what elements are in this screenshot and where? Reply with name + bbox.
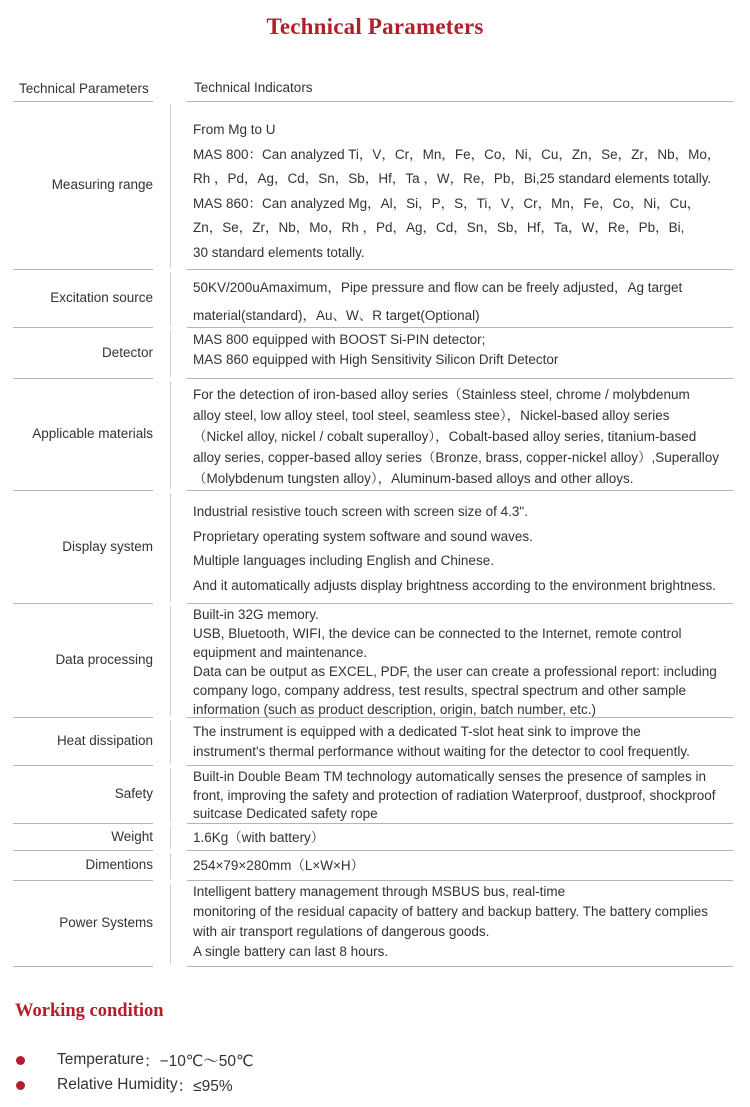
column-divider <box>170 768 171 822</box>
bullet-icon <box>16 1081 25 1090</box>
condition-item <box>16 1049 253 1071</box>
value-line: Data can be output as EXCEL, PDF, the user can create a professional report: including <box>193 664 717 679</box>
row-label: Dimentions <box>85 857 153 873</box>
row-label: Safety <box>114 786 153 802</box>
value-line: 254×79×280mm（L×W×H） <box>193 858 365 873</box>
column-divider <box>170 330 171 377</box>
value-line: MAS 860：Can analyzed Mg，Al，Si，P，S，Ti，V，Cr，Mn，Fe，Co，Ni，Cu， <box>193 195 701 211</box>
row-rule-right <box>187 765 733 766</box>
value-line: MAS 800：Can analyzed Ti，V，Cr，Mn，Fe，Co，Ni，Cu，Zn，Se，Zr，Nb，Mo， <box>193 146 721 162</box>
value-line: And it automatically adjusts display brightness according to the environment brightness. <box>193 577 717 593</box>
row-label: Applicable materials <box>32 426 153 442</box>
value-line: Multiple languages including English and Chinese. <box>193 553 494 568</box>
header-indicators: Technical Indicators <box>194 80 313 95</box>
value-line: 1.6Kg（with battery） <box>193 830 325 845</box>
column-divider <box>170 883 171 965</box>
value-line: MAS 800 equipped with BOOST Si-PIN detector; <box>193 332 486 347</box>
row-value <box>193 274 743 330</box>
value-line: For the detection of iron-based alloy series（Stainless steel, chrome / molybdenum <box>193 387 690 402</box>
row-rule-right <box>187 327 733 328</box>
condition-value: ：−10℃～50℃ <box>144 1053 254 1070</box>
value-line: Proprietary operating system software and sound waves. <box>193 528 533 544</box>
value-line: alloy series, copper-based alloy series（Bronze, brass, copper-nickel alloy）,Superalloy <box>193 450 719 465</box>
column-divider <box>170 493 171 602</box>
value-line: equipment and maintenance. <box>193 645 368 660</box>
row-value <box>193 500 743 598</box>
row-label: Power Systems <box>59 915 153 931</box>
row-label: Excitation source <box>50 290 153 306</box>
value-line: information (such as product description, origin, batch number, etc.) <box>193 702 596 717</box>
bullet-icon <box>16 1056 25 1065</box>
value-line: company logo, company address, test results, spectral spectrum and other sample <box>193 683 686 698</box>
value-line: 50KV/200uAmaximum，Pipe pressure and flow can be freely adjusted，Ag target <box>193 280 683 295</box>
header-rule-right <box>187 101 733 102</box>
column-divider <box>170 606 171 716</box>
column-divider <box>170 826 171 849</box>
row-value <box>193 882 743 962</box>
working-condition-title: Working condition <box>15 1001 164 1021</box>
condition-item <box>16 1074 233 1096</box>
value-line: （Molybdenum tungsten alloy），Aluminum-based alloys and other alloys. <box>193 471 634 486</box>
value-line: （Nickel alloy, nickel / cobalt superalloy），Cobalt-based alloy series, titanium-based <box>193 429 697 444</box>
value-line: The instrument is equipped with a dedicated T-slot heat sink to improve the <box>193 724 641 739</box>
row-rule-right <box>187 490 733 491</box>
value-line: Built-in 32G memory. <box>193 607 319 622</box>
column-divider <box>170 381 171 489</box>
value-line: Intelligent battery management through MSBUS bus, real-time <box>193 884 566 899</box>
value-line: monitoring of the residual capacity of battery and backup battery. The battery complies <box>193 904 709 919</box>
condition-label: Temperature <box>57 1051 145 1068</box>
row-value <box>193 605 743 719</box>
value-line: A single battery can last 8 hours. <box>193 944 389 959</box>
value-line: instrument's thermal performance without waiting for the detector to cool frequently. <box>193 744 690 759</box>
column-divider <box>170 104 171 268</box>
condition-value: ：≤95% <box>177 1078 233 1095</box>
page-title: Technical Parameters <box>266 14 484 39</box>
row-rule-right <box>187 603 733 604</box>
row-label: Detector <box>101 344 153 360</box>
value-line: material(standard)，Au、W、R target(Optional) <box>193 308 480 323</box>
value-line: suitcase Dedicated safety rope <box>193 806 378 821</box>
value-line: Zn，Se，Zr，Nb，Mo，Rh ，Pd，Ag，Cd，Sn，Sb，Hf，Ta，W，Re，Pb，Bi, <box>193 220 685 236</box>
value-line: Built-in Double Beam TM technology automatically senses the presence of samples in <box>193 769 707 784</box>
row-rule-right <box>187 850 733 851</box>
row-label: Data processing <box>55 652 153 668</box>
row-rule-left <box>13 966 153 967</box>
value-line: From Mg to U <box>193 122 276 137</box>
row-label: Weight <box>111 828 153 844</box>
row-label: Display system <box>62 538 153 554</box>
column-divider <box>170 272 171 326</box>
column-divider <box>170 853 171 879</box>
value-line: Industrial resistive touch screen with screen size of 4.3". <box>193 504 528 519</box>
row-value <box>193 384 743 489</box>
row-value <box>193 118 743 266</box>
row-value <box>193 828 743 848</box>
row-label: Heat dissipation <box>56 733 153 749</box>
value-line: MAS 860 equipped with High Sensitivity Silicon Drift Detector <box>193 352 559 367</box>
value-line: front, improving the safety and protection of radiation Waterproof, dustproof, shockproof <box>193 787 716 803</box>
column-divider <box>170 720 171 764</box>
value-line: USB, Bluetooth, WIFI, the device can be connected to the Internet, remote control <box>193 626 682 641</box>
row-rule-right <box>187 269 733 270</box>
value-line: with air transport regulations of dangerous goods. <box>193 924 490 939</box>
row-rule-right <box>187 717 733 718</box>
value-line: 30 standard elements totally. <box>193 244 365 260</box>
row-rule-right <box>187 966 733 967</box>
value-line: Rh ，Pd，Ag，Cd，Sn，Sb，Hf，Ta ，W，Re，Pb，Bi,25 standard elements totally. <box>193 171 712 187</box>
row-value <box>193 768 743 824</box>
row-rule-right <box>187 880 733 881</box>
row-rule-right <box>187 823 733 824</box>
condition-label: Relative Humidity <box>57 1076 178 1093</box>
row-value <box>193 722 743 762</box>
row-value <box>193 330 743 370</box>
row-value <box>193 856 743 876</box>
row-label: Measuring range <box>51 177 153 193</box>
row-rule-right <box>187 378 733 379</box>
value-line: alloy steel, low alloy steel, tool steel, seamless stee），Nickel-based alloy series <box>193 408 670 423</box>
header-parameters: Technical Parameters <box>19 80 149 96</box>
